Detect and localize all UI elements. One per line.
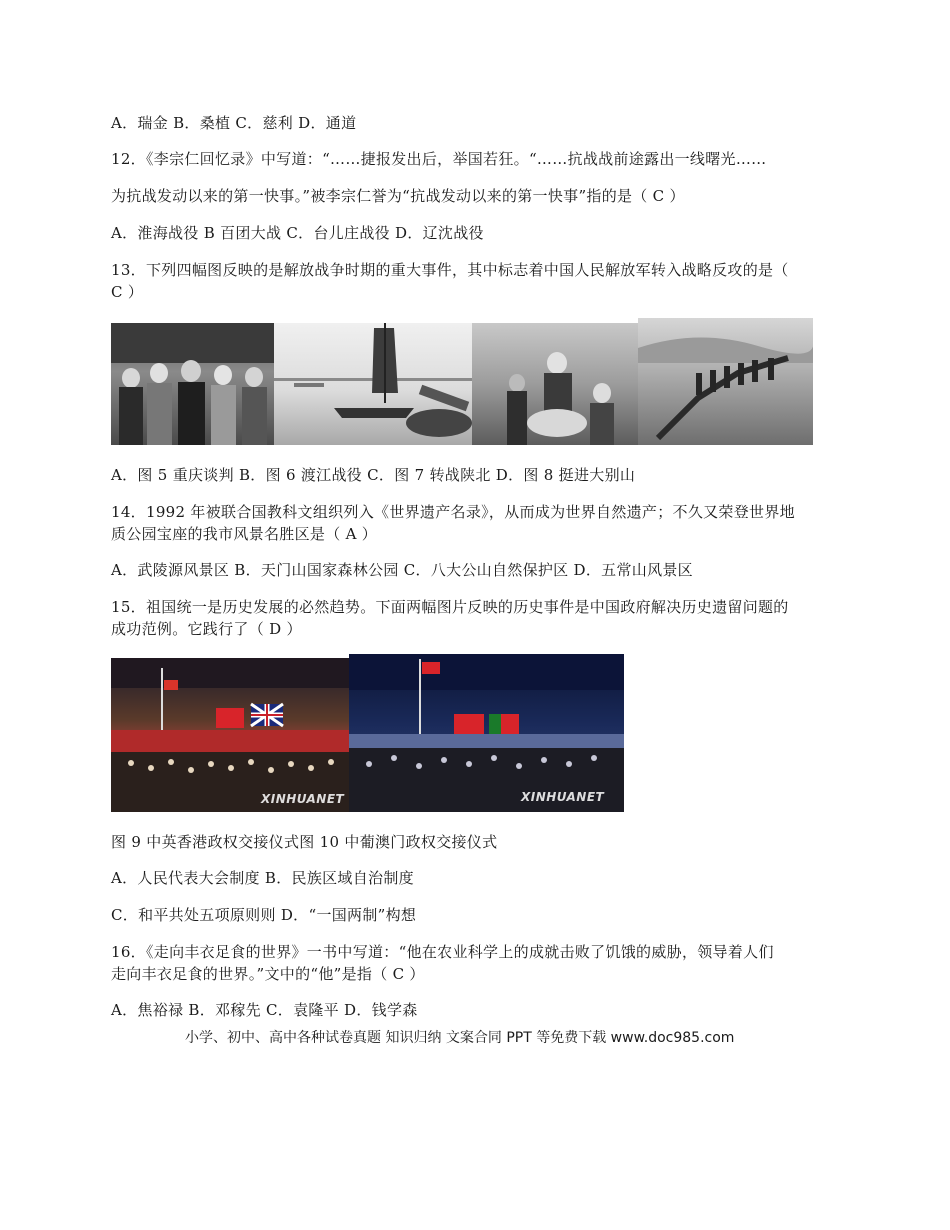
q16-line-2: 走向丰衣足食的世界。”文中的“他”是指（ C ） xyxy=(111,965,425,983)
xinhuanet-watermark-2: XINHUANET xyxy=(521,790,605,804)
q12-line-2: 为抗战发动以来的第一快事。”被李宗仁誉为“抗战发动以来的第一快事”指的是（ C ） xyxy=(111,187,685,205)
horse-riders-illustration xyxy=(472,323,638,445)
photo-macau-handover xyxy=(349,654,624,812)
photo-yangtze-crossing xyxy=(274,323,472,445)
soldiers-crossing-illustration xyxy=(638,318,813,445)
q15-options-cd: C．和平共处五项原则则 D．“一国两制”构想 xyxy=(111,906,417,924)
photo-chongqing-negotiation xyxy=(111,323,274,445)
q14-line-1: 14．1992 年被联合国教科文组织列入《世界遗产名录》，从而成为世界自然遗产；不久又荣登世界地 xyxy=(111,503,795,521)
macau-ceremony-illustration xyxy=(349,654,624,812)
q12-line-1: 12．《李宗仁回忆录》中写道：“……捷报发出后，举国若狂。“……抗战战前途露出一线曙光…… xyxy=(111,150,767,168)
q16-options: A．焦裕禄 B．邓稼先 C．袁隆平 D．钱学森 xyxy=(111,1001,418,1019)
photo-hong-kong-handover xyxy=(111,658,349,812)
q14-options: A．武陵源风景区 B．天门山国家森林公园 C．八大公山自然保护区 D．五常山风景区 xyxy=(111,561,693,579)
photo-dabie-mountains xyxy=(638,318,813,445)
q13-line-2: C ） xyxy=(111,283,144,301)
boats-illustration xyxy=(274,323,472,445)
q12-options: A．淮海战役 B 百团大战 C．台儿庄战役 D．辽沈战役 xyxy=(111,224,484,242)
q13-line-1: 13．下列四幅图反映的是解放战争时期的重大事件，其中标志着中国人民解放军转入战略反攻的是（ xyxy=(111,261,789,279)
q11-options: A．瑞金 B．桑植 C．慈利 D．通道 xyxy=(111,114,357,132)
q15-line-1: 15．祖国统一是历史发展的必然趋势。下面两幅图片反映的历史事件是中国政府解决历史遗留问题的 xyxy=(111,598,789,616)
hk-ceremony-illustration xyxy=(111,658,349,812)
q14-line-2: 质公园宝座的我市风景名胜区是（ A ） xyxy=(111,525,378,543)
photo-northern-shaanxi xyxy=(472,323,638,445)
xinhuanet-watermark-1: XINHUANET xyxy=(261,792,345,806)
q16-line-1: 16．《走向丰衣足食的世界》一书中写道：“他在农业科学上的成就击败了饥饿的威胁，领导着人们 xyxy=(111,943,774,961)
footer-text: 小学、初中、高中各种试卷真题 知识归纳 文案合同 PPT 等免费下载 www.doc985.com xyxy=(185,1030,735,1046)
q13-options: A．图 5 重庆谈判 B．图 6 渡江战役 C．图 7 转战陕北 D．图 8 挺进大别山 xyxy=(111,466,636,484)
q15-line-2: 成功范例。它践行了（ D ） xyxy=(111,620,302,638)
figures-illustration xyxy=(111,323,274,445)
q15-options-ab: A．人民代表大会制度 B．民族区域自治制度 xyxy=(111,869,414,887)
q15-caption: 图 9 中英香港政权交接仪式图 10 中葡澳门政权交接仪式 xyxy=(111,833,498,851)
